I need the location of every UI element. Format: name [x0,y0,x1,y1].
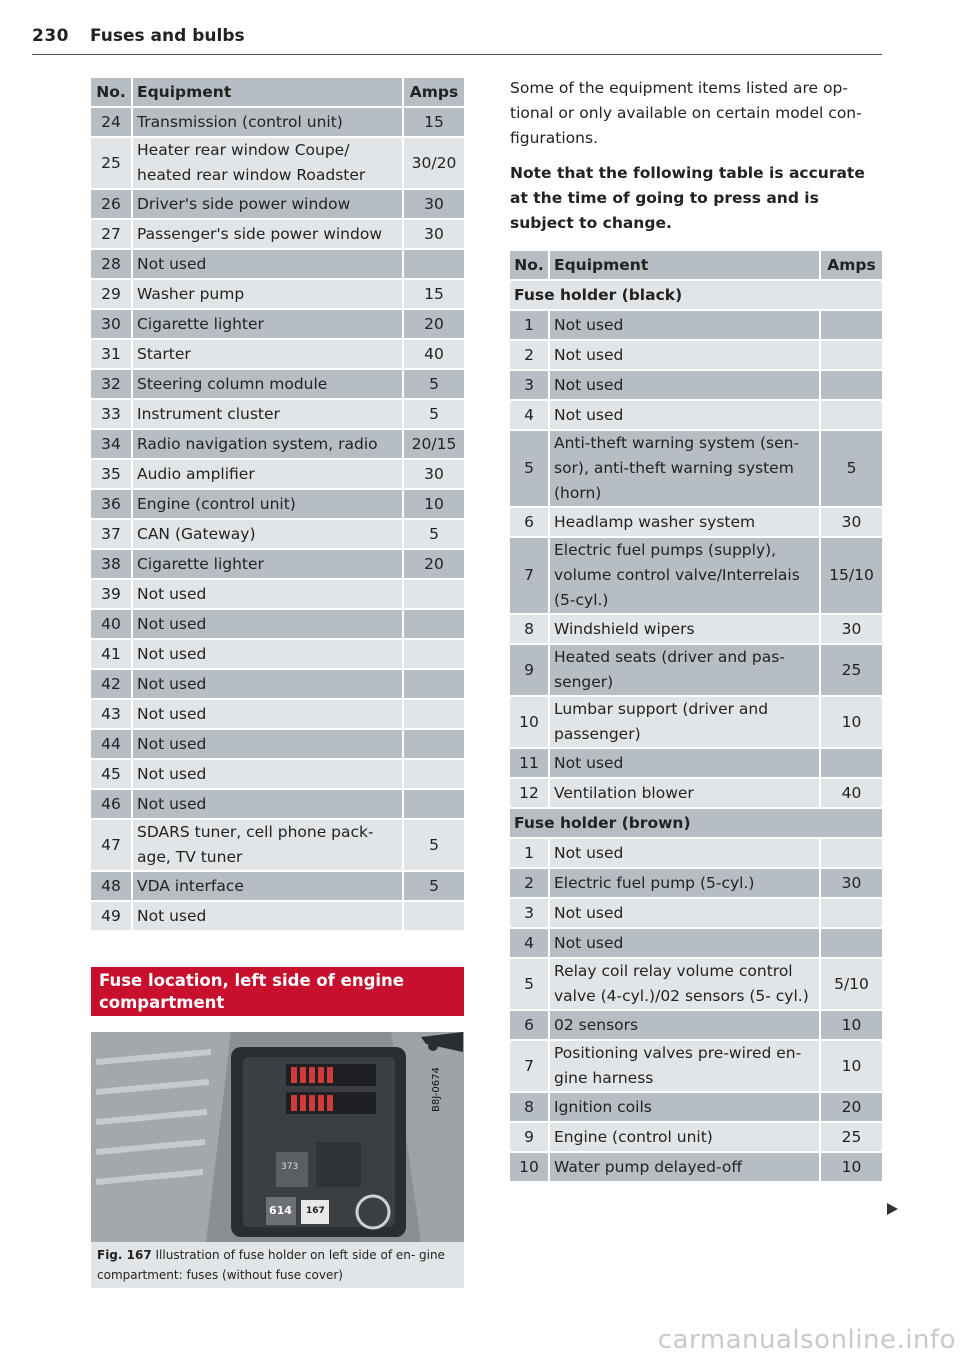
table-row [510,959,882,1011]
table-row [510,1153,882,1183]
fuse-table-left [91,78,464,932]
fuse-number: 6 [510,508,550,538]
column-header-amps: Amps [402,78,464,108]
fuse-number: 9 [510,1123,550,1153]
table-row [510,779,882,809]
table-row [91,138,464,190]
table-row [91,220,464,250]
equipment-name: Anti-theft warning system (sen- sor), anti-theft warning system (horn) [550,431,819,508]
amperage: 30 [402,220,464,250]
column-header-amps: Amps [819,251,882,281]
page-number: 230 [32,26,69,46]
fuse-number: 44 [91,730,133,760]
table-row [510,869,882,899]
equipment-name: Ventilation blower [550,779,819,809]
amperage [819,899,882,929]
equipment-name: Not used [550,749,819,779]
equipment-name: Driver's side power window [133,190,402,220]
table-row [91,340,464,370]
fuse-holder-group-title [510,281,882,311]
fuse-number: 6 [510,1011,550,1041]
table-row [91,520,464,550]
amperage: 25 [819,645,882,697]
fuse-number: 3 [510,371,550,401]
intro-paragraph: Some of the equipment items listed are op- tional or only available on certain model con- figurations. [510,79,862,147]
fuse-number: 11 [510,749,550,779]
amperage [402,760,464,790]
fuse-number: 10 [510,697,550,749]
intro-block [510,76,882,246]
column-header-equipment: Equipment [133,78,402,108]
fuse-number: 45 [91,760,133,790]
equipment-name: Not used [550,401,819,431]
equipment-name: 02 sensors [550,1011,819,1041]
fuse-number: 2 [510,869,550,899]
equipment-name: Not used [550,371,819,401]
amperage: 30/20 [402,138,464,190]
fuse-number: 40 [91,610,133,640]
amperage [402,580,464,610]
equipment-name: Electric fuel pumps (supply), volume control valve/Interrelais (5-cyl.) [550,538,819,615]
fuse-number: 4 [510,929,550,959]
amperage: 30 [819,508,882,538]
group-title: Fuse holder (black) [510,281,882,311]
equipment-name: Water pump delayed-off [550,1153,819,1183]
amperage: 5 [819,431,882,508]
amperage: 10 [402,490,464,520]
amperage: 5 [402,400,464,430]
fuse-number: 39 [91,580,133,610]
fuse-number: 8 [510,1093,550,1123]
accuracy-note: Note that the following table is accurate at the time of going to press and is subject to change. [510,164,865,232]
equipment-name: Passenger's side power window [133,220,402,250]
fuse-number: 5 [510,959,550,1011]
equipment-name: SDARS tuner, cell phone pack- age, TV tuner [133,820,402,872]
table-row [510,538,882,615]
fuse-number: 1 [510,839,550,869]
table-row [91,430,464,460]
fuse-number: 38 [91,550,133,580]
fuse-label-614: 614 [269,1204,292,1217]
group-title: Fuse holder (brown) [510,809,882,839]
table-row [91,490,464,520]
equipment-name: Ignition coils [550,1093,819,1123]
equipment-name: Not used [133,250,402,280]
fuse-number: 27 [91,220,133,250]
table-row [91,670,464,700]
table-row [91,250,464,280]
equipment-name: Engine (control unit) [133,490,402,520]
amperage: 15 [402,108,464,138]
equipment-name: Not used [133,700,402,730]
fuse-number: 7 [510,1041,550,1093]
table-row [510,645,882,697]
table-row [510,311,882,341]
fuse-table-right [510,251,882,1183]
table-row [91,610,464,640]
amperage [819,341,882,371]
amperage: 20 [402,550,464,580]
amperage: 40 [819,779,882,809]
amperage [402,670,464,700]
fuse-number: 37 [91,520,133,550]
amperage: 10 [819,1153,882,1183]
figure-caption-label: Fig. 167 [97,1248,152,1262]
fuse-number: 24 [91,108,133,138]
equipment-name: Starter [133,340,402,370]
table-row [510,1041,882,1093]
equipment-name: Not used [133,902,402,932]
amperage: 5 [402,820,464,872]
table-row [510,749,882,779]
equipment-name: Windshield wipers [550,615,819,645]
equipment-name: Not used [133,790,402,820]
table-row [510,431,882,508]
equipment-name: Steering column module [133,370,402,400]
table-row [91,902,464,932]
equipment-name: Radio navigation system, radio [133,430,402,460]
fuse-number: 9 [510,645,550,697]
amperage: 30 [819,615,882,645]
table-row [91,790,464,820]
column-header-no: No. [510,251,550,281]
fuse-holder-illustration [91,1032,464,1242]
amperage [402,902,464,932]
table-row [510,1123,882,1153]
amperage [402,700,464,730]
table-row [91,640,464,670]
equipment-name: Headlamp washer system [550,508,819,538]
equipment-name: Heated seats (driver and pas- senger) [550,645,819,697]
amperage [402,250,464,280]
equipment-name: Lumbar support (driver and passenger) [550,697,819,749]
table-row [91,280,464,310]
table-header-row [510,251,882,281]
fuse-label-167: 167 [306,1206,325,1216]
amperage: 10 [819,1041,882,1093]
table-row [510,1011,882,1041]
equipment-name: Not used [133,640,402,670]
continue-arrow-icon [887,1203,898,1215]
table-row [510,697,882,749]
fuse-label-373: 373 [281,1162,299,1172]
amperage [402,730,464,760]
equipment-name: Not used [550,929,819,959]
amperage [819,311,882,341]
amperage: 30 [402,460,464,490]
table-row [510,508,882,538]
amperage: 40 [402,340,464,370]
fuse-number: 46 [91,790,133,820]
fuse-number: 49 [91,902,133,932]
amperage [402,610,464,640]
page-header [32,26,882,55]
fuse-number: 29 [91,280,133,310]
watermark: carmanualsonline.info [657,1325,956,1355]
amperage [819,929,882,959]
column-header-no: No. [91,78,133,108]
fuse-number: 47 [91,820,133,872]
fuse-number: 4 [510,401,550,431]
table-row [91,400,464,430]
fuse-number: 31 [91,340,133,370]
equipment-name: Engine (control unit) [550,1123,819,1153]
amperage: 5/10 [819,959,882,1011]
equipment-name: Cigarette lighter [133,550,402,580]
fuse-number: 33 [91,400,133,430]
equipment-name: Not used [550,839,819,869]
table-row [91,108,464,138]
table-row [91,580,464,610]
fuse-number: 30 [91,310,133,340]
fuse-number: 36 [91,490,133,520]
equipment-name: Not used [550,341,819,371]
equipment-name: Relay coil relay volume control valve (4-cyl.)/02 sensors (5- cyl.) [550,959,819,1011]
amperage [819,839,882,869]
equipment-name: Not used [133,610,402,640]
amperage: 5 [402,520,464,550]
fuse-number: 35 [91,460,133,490]
table-row [510,341,882,371]
table-row [91,460,464,490]
table-row [91,370,464,400]
table-row [510,371,882,401]
table-row [510,401,882,431]
amperage: 5 [402,872,464,902]
amperage [402,790,464,820]
fuse-number: 5 [510,431,550,508]
fuse-number: 12 [510,779,550,809]
equipment-name: Not used [550,899,819,929]
equipment-name: Positioning valves pre-wired en- gine harness [550,1041,819,1093]
amperage [819,401,882,431]
equipment-name: Cigarette lighter [133,310,402,340]
fuse-number: 2 [510,341,550,371]
equipment-name: Not used [133,730,402,760]
equipment-name: Transmission (control unit) [133,108,402,138]
fuse-number: 26 [91,190,133,220]
table-row [91,700,464,730]
amperage: 25 [819,1123,882,1153]
amperage: 30 [819,869,882,899]
amperage: 20 [819,1093,882,1123]
figure-code: B8J-0674 [431,1067,442,1112]
table-row [91,190,464,220]
table-row [510,929,882,959]
section-banner: Fuse location, left side of engine compartment [91,967,464,1016]
equipment-name: Not used [133,580,402,610]
amperage: 10 [819,697,882,749]
fuse-number: 10 [510,1153,550,1183]
amperage [402,640,464,670]
table-row [510,899,882,929]
fuse-number: 1 [510,311,550,341]
table-header-row [91,78,464,108]
table-row [510,839,882,869]
equipment-name: Washer pump [133,280,402,310]
fuse-number: 28 [91,250,133,280]
table-row [91,760,464,790]
amperage [819,371,882,401]
fuse-number: 7 [510,538,550,615]
equipment-name: Heater rear window Coupe/ heated rear window Roadster [133,138,402,190]
equipment-name: Audio amplifier [133,460,402,490]
amperage: 20/15 [402,430,464,460]
amperage: 5 [402,370,464,400]
table-row [91,730,464,760]
fuse-number: 32 [91,370,133,400]
equipment-name: Not used [133,760,402,790]
amperage: 20 [402,310,464,340]
fuse-number: 3 [510,899,550,929]
table-row [91,310,464,340]
table-row [510,615,882,645]
fuse-number: 8 [510,615,550,645]
column-header-equipment: Equipment [550,251,819,281]
equipment-name: Not used [133,670,402,700]
amperage: 30 [402,190,464,220]
table-row [91,820,464,872]
table-row [91,872,464,902]
equipment-name: Electric fuel pump (5-cyl.) [550,869,819,899]
equipment-name: Instrument cluster [133,400,402,430]
section-title: Fuses and bulbs [90,26,245,46]
fuse-holder-group-title [510,809,882,839]
figure-caption [91,1242,464,1288]
fuse-number: 48 [91,872,133,902]
amperage [819,749,882,779]
table-row [510,1093,882,1123]
fuse-number: 34 [91,430,133,460]
figure-caption-text: Illustration of fuse holder on left side of en- gine compartment: fuses (without fuse cover) [97,1248,445,1282]
amperage: 15 [402,280,464,310]
table-row [91,550,464,580]
amperage: 10 [819,1011,882,1041]
equipment-name: VDA interface [133,872,402,902]
amperage: 15/10 [819,538,882,615]
equipment-name: Not used [550,311,819,341]
fuse-number: 43 [91,700,133,730]
fuse-number: 25 [91,138,133,190]
fuse-number: 41 [91,640,133,670]
fuse-number: 42 [91,670,133,700]
equipment-name: CAN (Gateway) [133,520,402,550]
